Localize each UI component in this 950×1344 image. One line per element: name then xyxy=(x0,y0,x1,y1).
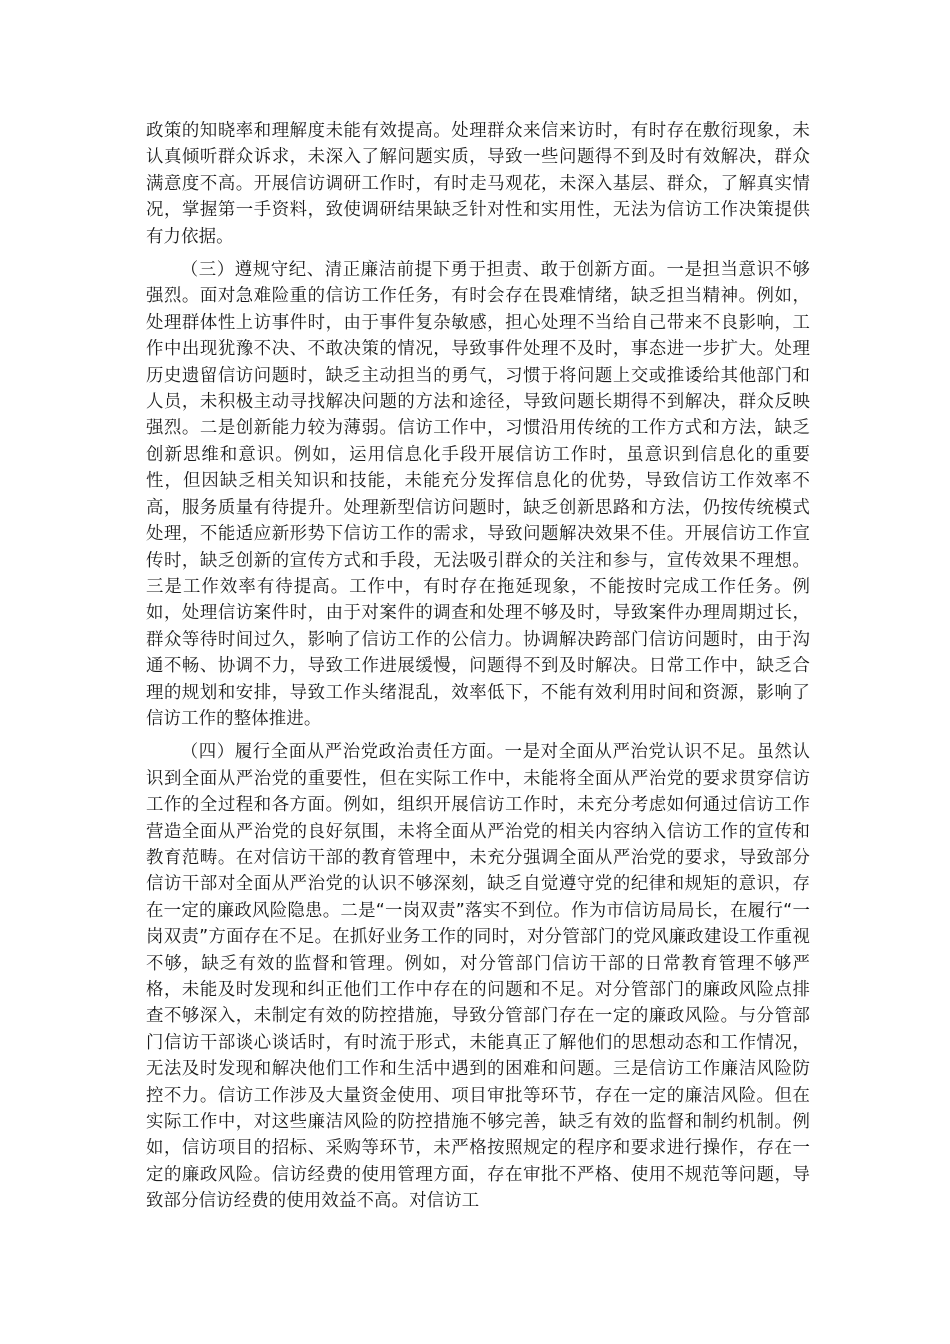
paragraph-section-three: （三）遵规守纪、清正廉洁前提下勇于担责、敢于创新方面。一是担当意识不够强烈。面对急难险重的信访工作任务，有时会存在畏难情绪，缺乏担当精神。例如，处理群体性上访事件时，由于事件复杂敏感，担心处理不当给自己带来不良影响，工作中出现犹豫不决、不敢决策的情况，导致事件处理不及时，事态进一步扩大。处理历史遗留信访问题时，缺乏主动担当的勇气，习惯于将问题上交或推诿给其他部门和人员，未积极主动寻找解决问题的方法和途径，导致问题长期得不到解决，群众反映强烈。二是创新能力较为薄弱。信访工作中，习惯沿用传统的工作方式和方法，缺乏创新思维和意识。例如，运用信息化手段开展信访工作时，虽意识到信息化的重要性，但因缺乏相关知识和技能，未能充分发挥信息化的优势，导致信访工作效率不高，服务质量有待提升。处理新型信访问题时，缺乏创新思路和方法，仍按传统模式处理，不能适应新形势下信访工作的需求，导致问题解决效果不佳。开展信访工作宣传时，缺乏创新的宣传方式和手段，无法吸引群众的关注和参与，宣传效果不理想。三是工作效率有待提高。工作中，有时存在拖延现象，不能按时完成工作任务。例如，处理信访案件时，由于对案件的调查和处理不够及时，导致案件办理周期过长，群众等待时间过久，影响了信访工作的公信力。协调解决跨部门信访问题时，由于沟通不畅、协调不力，导致工作进展缓慢，问题得不到及时解决。日常工作中，缺乏合理的规划和安排，导致工作头绪混乱，效率低下，不能有效利用时间和资源，影响了信访工作的整体推进。 xyxy=(146,260,810,729)
document-body xyxy=(146,118,810,1215)
paragraph-section-four: （四）履行全面从严治党政治责任方面。一是对全面从严治党认识不足。虽然认识到全面从严治党的重要性，但在实际工作中，未能将全面从严治党的要求贯穿信访工作的全过程和各方面。例如，组织开展信访工作时，未充分考虑如何通过信访工作营造全面从严治党的良好氛围，未将全面从严治党的相关内容纳入信访工作的宣传和教育范畴。在对信访干部的教育管理中，未充分强调全面从严治党的要求，导致部分信访干部对全面从严治党的认识不够深刻，缺乏自觉遵守党的纪律和规矩的意识，存在一定的廉政风险隐患。二是“一岗双责”落实不到位。作为市信访局局长，在履行“一岗双责”方面存在不足。在抓好业务工作的同时，对分管部门的党风廉政建设工作重视不够，缺乏有效的监督和管理。例如，对分管部门信访干部的日常教育管理不够严格，未能及时发现和纠正他们工作中存在的问题和不足。对分管部门的廉政风险点排查不够深入，未制定有效的防控措施，导致分管部门存在一定的廉政风险。与分管部门信访干部谈心谈话时，有时流于形式，未能真正了解他们的思想动态和工作情况，无法及时发现和解决他们工作和生活中遇到的困难和问题。三是信访工作廉洁风险防控不力。信访工作涉及大量资金使用、项目审批等环节，存在一定的廉洁风险。但在实际工作中，对这些廉洁风险的防控措施不够完善，缺乏有效的监督和制约机制。例如，信访项目的招标、采购等环节，未严格按照规定的程序和要求进行操作，存在一定的廉政风险。信访经费的使用管理方面，存在审批不严格、使用不规范等问题，导致部分信访经费的使用效益不高。对信访工 xyxy=(146,742,810,1212)
paragraph-continuation: 政策的知晓率和理解度未能有效提高。处理群众来信来访时，有时存在敷衍现象，未认真倾听群众诉求，未深入了解问题实质，导致一些问题得不到及时有效解决，群众满意度不高。开展信访调研工作时，有时走马观花，未深入基层、群众，了解真实情况，掌握第一手资料，致使调研结果缺乏针对性和实用性，无法为信访工作决策提供有力依据。 xyxy=(146,121,810,247)
